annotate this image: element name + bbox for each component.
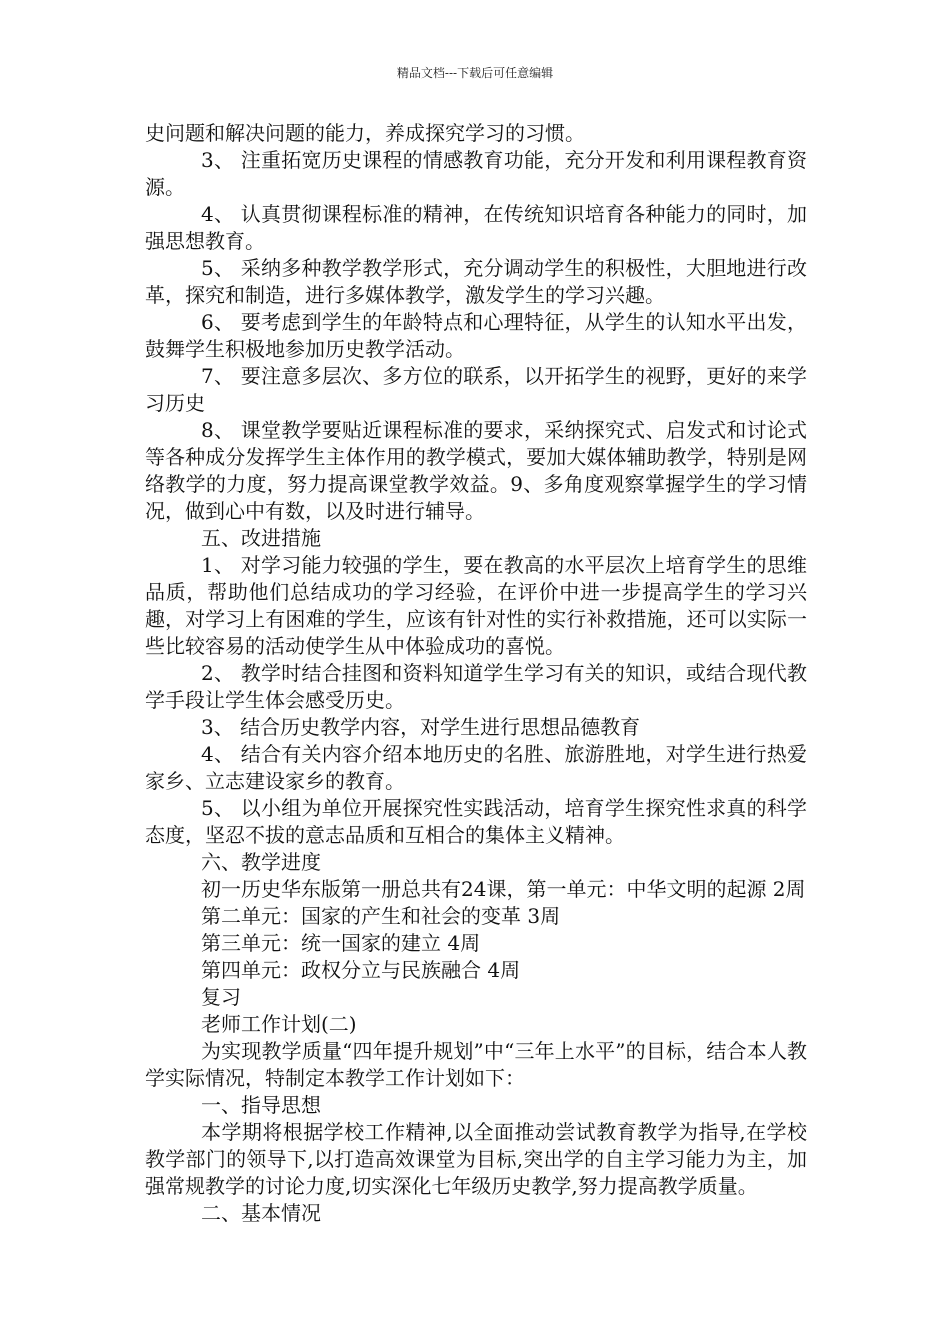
paragraph: 5、 采纳多种教学教学形式，充分调动学生的积极性，大胆地进行改革，探究和制造，进行多媒体教学，激发学生的学习兴趣。 <box>145 256 807 307</box>
paragraph: 4、 认真贯彻课程标准的精神，在传统知识培育各种能力的同时，加强思想教育。 <box>145 202 807 253</box>
paragraph: 第四单元：政权分立与民族融合 4周 <box>201 958 521 982</box>
paragraph: 复习 <box>201 985 241 1009</box>
paragraph: 为实现教学质量“四年提升规划”中“三年上水平”的目标，结合本人教学实际情况，特制定本教学工作计划如下： <box>145 1039 807 1090</box>
paragraph: 8、 课堂教学要贴近课程标准的要求，采纳探究式、启发式和讨论式等各种成分发挥学生主体作用的教学模式，要加大媒体辅助教学，特别是网络教学的力度，努力提高课堂教学效益。9、多角度观察掌握学生的学习情况，做到心中有数，以及时进行辅导。 <box>145 418 807 523</box>
paragraph: 7、 要注意多层次、多方位的联系，以开拓学生的视野，更好的来学习历史 <box>145 364 807 415</box>
paragraph: 5、 以小组为单位开展探究性实践活动，培育学生探究性求真的科学态度，坚忍不拔的意志品质和互相合的集体主义精神。 <box>145 796 807 847</box>
paragraph: 本学期将根据学校工作精神,以全面推动尝试教育教学为指导,在学校教学部门的领导下,以打造高效课堂为目标,突出学的自主学习能力为主，加强常规教学的讨论力度,切实深化七年级历史教学,努力提高教学质量。 <box>145 1120 807 1198</box>
paragraph: 3、 结合历史教学内容，对学生进行思想品德教育 <box>201 715 641 739</box>
paragraph: 第二单元：国家的产生和社会的变革 3周 <box>201 904 561 928</box>
paragraph: 4、 结合有关内容介绍本地历史的名胜、旅游胜地，对学生进行热爱家乡、立志建设家乡的教育。 <box>145 742 807 793</box>
section-heading: 五、改进措施 <box>201 526 321 550</box>
paragraph: 3、 注重拓宽历史课程的情感教育功能，充分开发和利用课程教育资源。 <box>145 148 807 199</box>
document-body <box>145 120 807 1227</box>
section-heading: 二、基本情况 <box>201 1201 321 1225</box>
paragraph: 1、 对学习能力较强的学生，要在教高的水平层次上培育学生的思维品质，帮助他们总结成功的学习经验，在评价中进一步提高学生的学习兴趣，对学习上有困难的学生，应该有针对性的实行补救措施，还可以实际一些比较容易的活动使学生从中体验成功的喜悦。 <box>145 553 807 658</box>
paragraph: 6、 要考虑到学生的年龄特点和心理特征，从学生的认知水平出发，鼓舞学生积极地参加历史教学活动。 <box>145 310 807 361</box>
paragraph: 第三单元：统一国家的建立 4周 <box>201 931 481 955</box>
page-header: 精品文档---下载后可任意编辑 <box>396 66 554 80</box>
paragraph: 2、 教学时结合挂图和资料知道学生学习有关的知识，或结合现代教学手段让学生体会感受历史。 <box>145 661 807 712</box>
section-heading: 一、指导思想 <box>201 1093 321 1117</box>
paragraph: 初一历史华东版第一册总共有24课，第一单元：中华文明的起源 2周 <box>201 877 806 901</box>
section-heading: 老师工作计划(二) <box>201 1012 357 1036</box>
section-heading: 六、教学进度 <box>201 850 321 874</box>
paragraph: 史问题和解决问题的能力，养成探究学习的习惯。 <box>145 121 585 145</box>
